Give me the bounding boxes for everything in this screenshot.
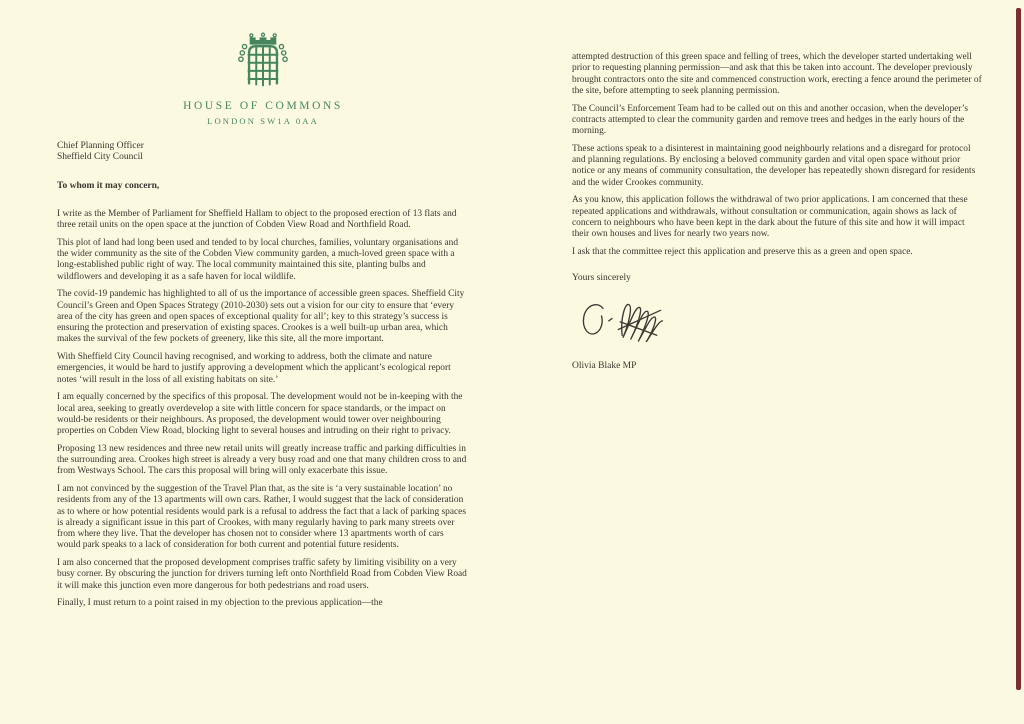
- house-of-commons-portcullis-icon: [236, 32, 290, 95]
- letter-body-right: [572, 52, 984, 258]
- paragraph: I am also concerned that the proposed development comprises traffic safety by limiting visibility on a very busy corner. By obscuring the junction for drivers turning left onto Northfield Road from Cobden View Road it will make this junction even more dangerous for both pedestrians and road users.: [57, 558, 467, 591]
- paragraph: The Council’s Enforcement Team had to be called out on this and another occasion, when the developer’s contracts attempted to clear the community garden and remove trees and hedges in the early hours of the morning.: [572, 103, 969, 136]
- recipient-address: [57, 141, 469, 164]
- paragraph: The covid-19 pandemic has highlighted to all of us the importance of accessible green spaces. Sheffield City Council’s Green and Open Spaces Strategy (2010-2030) sets out a vision for our city to ensure that ‘every area of the city has green and open spaces of exceptional quality for all’; key to this strategy’s success is ensuring the protection and preservation of existing spaces. Crookes is a well built-up urban area, which makes the survival of the few pockets of greenery, like this site, all the more important.: [57, 289, 465, 345]
- paragraph: I am not convinced by the suggestion of the Travel Plan that, as the site is ‘a very sustainable location’ no residents from any of the 13 apartments will own cars. Rather, I would suggest that the lack of consideration as to where or how potential residents would park is a refusal to address the fact that a lack of parking spaces is already a significant issue in this part of Crookes, with many regularly having to park many streets over from where they live. That the developer has chosen not to consider where 13 apartments worth of cars would park speaks to a lack of consideration for both current and potential future residents.: [57, 484, 466, 551]
- letterhead: [57, 30, 469, 126]
- paragraph: With Sheffield City Council having recognised, and working to address, both the climate and nature emergencies, it would be hard to justify approving a development which the applicant’s ecological report notes ‘will result in the loss of all existing habitats on site.’: [57, 352, 451, 385]
- org-name: HOUSE OF COMMONS: [183, 100, 343, 112]
- paragraph: As you know, this application follows the withdrawal of two prior applications. I am concerned that these repeated applications and withdrawals, without consultation or communication, again shows as lack of concern to neighbours who have been kept in the dark about the future of this site and how it will impact their own houses and lives for nearly two years now.: [572, 195, 968, 239]
- letter-page-2: [572, 52, 984, 373]
- valediction: Yours sincerely: [572, 273, 631, 283]
- paragraph: These actions speak to a disinterest in maintaining good neighbourly relations and a disregard for protocol and planning regulations. By enclosing a beloved community garden and vital open space without prior notice or any means of community consultation, the developer has repeatedly shown disregard for residents and the wider Crookes community.: [572, 143, 976, 188]
- paragraph: attempted destruction of this green space and felling of trees, which the developer started undertaking well prior to requesting planning permission—and ask that this be taken into account. The developer previously brought contractors onto the site and commenced construction work, erecting a fence around the perimeter of the site, before attempting to seek planning permission.: [572, 52, 982, 96]
- letter-body-left: [57, 209, 469, 610]
- recipient-line: Sheffield City Council: [57, 152, 143, 163]
- scan-edge-stripe: [1016, 8, 1021, 690]
- letter-page-1: [57, 30, 469, 610]
- paragraph: I ask that the committee reject this application and preserve this as a green and open space.: [572, 246, 913, 257]
- signature-icon: [574, 294, 984, 347]
- paragraph: Proposing 13 new residences and three new retail units will greatly increase traffic and parking difficulties in the surrounding area. Crookes high street is already a very busy road and one that many children cross to and from Westways School. The cars this proposal will bring will only exacerbate this issue.: [57, 443, 467, 477]
- recipient-line: Chief Planning Officer: [57, 141, 144, 151]
- paragraph: Finally, I must return to a point raised in my objection to the previous application—the: [57, 598, 383, 609]
- signer-name: Olivia Blake MP: [572, 361, 637, 372]
- salutation: To whom it may concern,: [57, 180, 160, 191]
- paragraph: I am equally concerned by the specifics of this proposal. The development would not be in-keeping with the local area, seeking to greatly overdevelop a site with little concern for space standards, or the impact on would-be residents or their neighbours. As proposed, the development would tower over neighbouring properties on Cobden View Road, blocking light to several houses and intruding on their right to privacy.: [57, 392, 463, 437]
- paragraph: I write as the Member of Parliament for Sheffield Hallam to object to the proposed erection of 13 flats and three retail units on the open space at the junction of Cobden View Road and Northfield Road.: [57, 208, 457, 231]
- paragraph: This plot of land had long been used and tended to by local churches, families, voluntary organisations and the wider community as the site of the Cobden View community garden, a much-loved green space with a long-established public right of way. The local community maintained this site, planting bulbs and wildflowers and developing it as a safe haven for local wildlife.: [57, 237, 459, 282]
- org-address: LONDON SW1A 0AA: [207, 116, 319, 126]
